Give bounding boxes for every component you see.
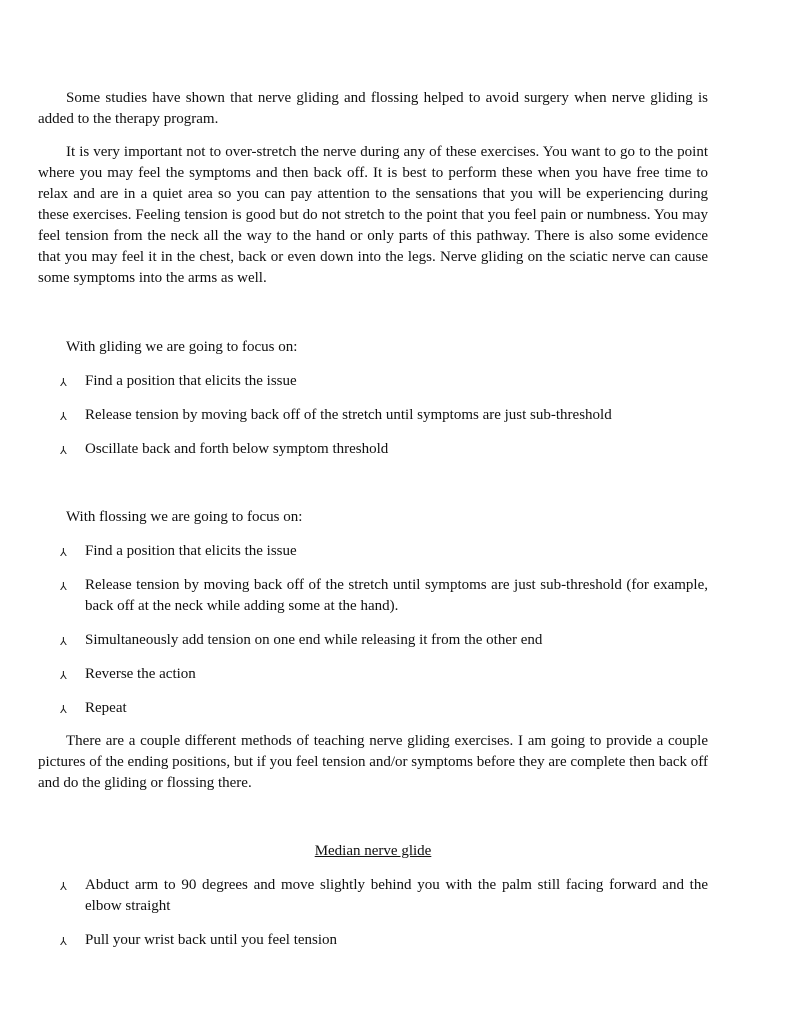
list-item: ⅄ Oscillate back and forth below symptom threshold [38,439,708,460]
median-nerve-list [38,875,708,951]
bullet-icon: ⅄ [60,880,67,893]
list-item: ⅄ Simultaneously add tension on one end while releasing it from the other end [38,630,708,651]
bullet-icon: ⅄ [60,376,67,389]
bullet-icon: ⅄ [60,580,67,593]
bullet-icon: ⅄ [60,444,67,457]
bullet-icon: ⅄ [60,635,67,648]
bullet-icon: ⅄ [60,703,67,716]
list-item: ⅄ Find a position that elicits the issue [38,541,708,562]
paragraph-surgery-evidence: Some studies have shown that nerve gliding and flossing helped to avoid surgery when nerve gliding is added to the therapy program. [38,90,708,127]
document-page [38,88,708,964]
list-item: ⅄ Release tension by moving back off of the stretch until symptoms are just sub-threshold [38,405,708,426]
flossing-intro: With flossing we are going to focus on: [66,509,303,525]
list-item: ⅄ Abduct arm to 90 degrees and move slightly behind you with the palm still facing forward and the elbow straight [60,877,708,914]
bullet-icon: ⅄ [60,410,67,423]
list-item: ⅄ Reverse the action [38,664,708,685]
paragraph-methods: There are a couple different methods of teaching nerve gliding exercises. I am going to provide a couple pictures of the ending positions, but if you feel tension and/or symptoms before they are complete then back off and do the gliding or flossing there. [38,733,708,791]
flossing-list [38,541,708,719]
bullet-icon: ⅄ [60,546,67,559]
list-item: ⅄ Release tension by moving back off of the stretch until symptoms are just sub-threshold (for example, back off at the neck while adding some at the hand). [60,577,708,614]
list-item: ⅄ Pull your wrist back until you feel tension [38,930,708,951]
list-item: ⅄ Repeat [38,698,708,719]
list-item: ⅄ Find a position that elicits the issue [38,371,708,392]
section-heading-median-nerve-glide: Median nerve glide [314,843,432,859]
bullet-icon: ⅄ [60,935,67,948]
gliding-list [38,371,708,460]
bullet-icon: ⅄ [60,669,67,682]
paragraph-stretch-warning: It is very important not to over-stretch the nerve during any of these exercises. You want to go to the point where you may feel the symptoms and then back off. It is best to perform these when you have free time to relax and are in a quiet area so you can pay attention to the sensations that you will be experiencing during these exercises. Feeling tension is good but do not stretch to the point that you feel pain or numbness. You may feel tension from the neck all the way to the hand or only parts of this pathway. There is also some evidence that you may feel it in the chest, back or even down into the legs. Nerve gliding on the sciatic nerve can cause some symptoms into the arms as well. [38,144,708,286]
gliding-intro: With gliding we are going to focus on: [66,339,298,355]
